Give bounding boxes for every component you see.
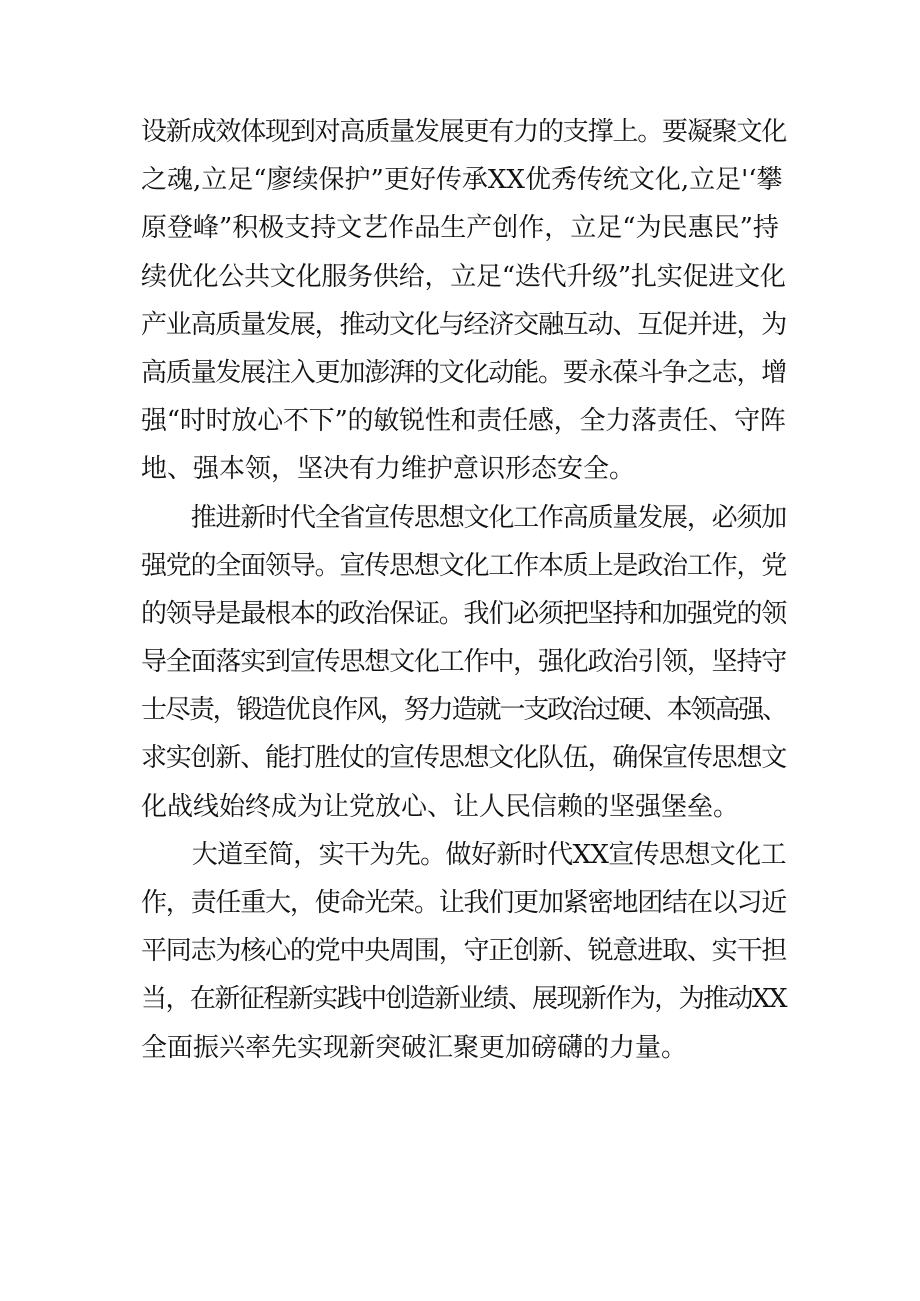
text-line: 强“时时放心不下”的敏锐性和责任感，全力落责任、守阵: [141, 406, 786, 437]
paragraph-1: [141, 108, 786, 494]
text-line: 高质量发展注入更加澎湃的文化动能。要永葆斗争之志，增: [141, 357, 787, 388]
document-body: [141, 108, 786, 1072]
text-line: 之魂,立足“廖续保护”更好传承XX优秀传统文化,立足'‘攀: [141, 165, 783, 196]
text-line: 大道至简，实干为先。做好新时代XX宣传思想文化工: [141, 839, 786, 870]
text-line: 作，责任重大，使命光荣。让我们更加紧密地团结在以习近: [141, 888, 787, 918]
text-line: 全面振兴率先实现新突破汇聚更加磅礴的力量。: [141, 1032, 688, 1063]
text-line: 强党的全面领导。宣传思想文化工作本质上是政治工作，党: [141, 550, 787, 581]
text-line: 求实创新、能打胜仗的宣传思想文化队伍，确保宣传思想文: [141, 743, 787, 774]
text-line: 士尽责，锻造优良作风，努力造就一支政治过硬、本领高强、: [141, 695, 787, 726]
text-line: 产业高质量发展，推动文化与经济交融互动、互促并进，为: [141, 309, 787, 340]
text-line: 推进新时代全省宣传思想文化工作高质量发展，必须加: [141, 502, 787, 533]
text-line: 导全面落实到宣传思想文化工作中，强化政治引领，坚持守: [141, 647, 787, 678]
text-line: 续优化公共文化服务供给，立足“迭代升级”扎实促进文化: [141, 261, 786, 292]
text-line: 平同志为核心的党中央周围，守正创新、锐意进取、实干担: [141, 936, 787, 967]
text-line: 当，在新征程新实践中创造新业绩、展现新作为，为推动XX: [141, 984, 786, 1015]
text-line: 设新成效体现到对高质量发展更有力的支撑上。要凝聚文化: [141, 117, 787, 147]
paragraph-2: [141, 494, 786, 831]
paragraph-3: [141, 831, 786, 1072]
text-line: 地、强本领，坚决有力维护意识形态安全。: [141, 454, 636, 485]
text-line: 化战线始终成为让党放心、让人民信赖的坚强堡垒。: [141, 791, 740, 822]
text-line: 原登峰”积极支持文艺作品生产创作，立足“为民惠民”持: [141, 213, 779, 244]
text-line: 的领导是最根本的政治保证。我们必须把坚持和加强党的领: [141, 598, 787, 629]
